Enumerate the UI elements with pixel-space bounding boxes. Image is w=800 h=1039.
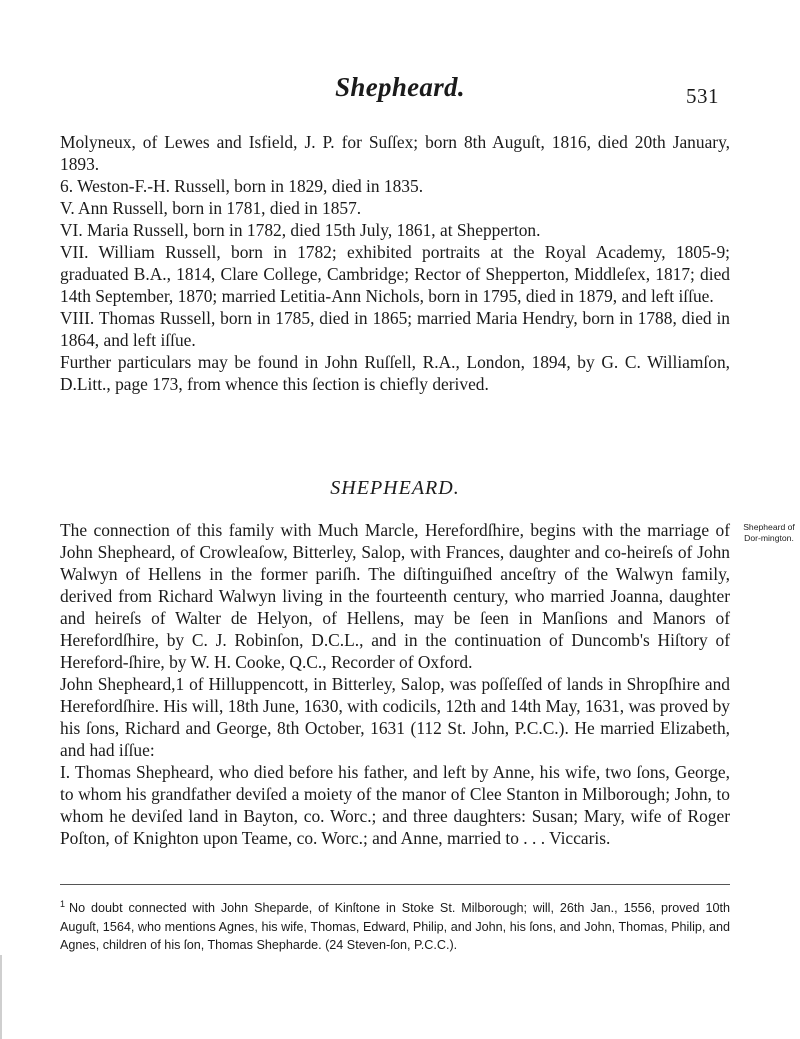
page-number: 531 bbox=[686, 84, 719, 108]
paragraph: VIII. Thomas Russell, born in 1785, died in 1865; married Maria Hendry, born in 1788, died in 1864, and left iſſue. bbox=[60, 308, 730, 350]
paragraph: Molyneux, of Lewes and Isfield, J. P. for Suſſex; born 8th Auguſt, 1816, died 20th January, 1893. bbox=[60, 132, 730, 174]
footnote-divider bbox=[60, 884, 730, 885]
paragraph: V. Ann Russell, born in 1781, died in 1857. bbox=[60, 198, 362, 218]
section-text-block bbox=[60, 519, 730, 849]
paragraph: 6. Weston-F.-H. Russell, born in 1829, died in 1835. bbox=[60, 176, 424, 196]
paragraph: VI. Maria Russell, born in 1782, died 15th July, 1861, at Shepperton. bbox=[60, 220, 541, 240]
top-text-block bbox=[60, 131, 730, 395]
running-head: Shepheard. bbox=[335, 72, 465, 102]
footnote bbox=[60, 895, 730, 955]
paragraph: I. Thomas Shepheard, who died before his father, and left by Anne, his wife, two ſons, George, to whom his grandfather deviſed a moiety of the manor of Clee Stanton in Milborough; John, to whom he deviſed land in Bayton, co. Worc.; and three daughters: Susan; Mary, wife of Roger Poſton, of Knighton upon Teame, co. Worc.; and Anne, married to . . . Viccaris. bbox=[60, 762, 730, 848]
footnote-mark: 1 bbox=[60, 899, 66, 909]
paragraph: VII. William Russell, born in 1782; exhibited portraits at the Royal Academy, 1805-9; graduated B.A., 1814, Clare College, Cambridge; Rector of Shepperton, Middleſex, 1817; died 14th September, 1870; married Letitia-Ann Nichols, born in 1795, died in 1879, and left iſſue. bbox=[60, 242, 730, 306]
scan-edge-line bbox=[0, 955, 2, 1039]
section-heading: SHEPHEARD. bbox=[330, 477, 460, 499]
paragraph: The connection of this family with Much Marcle, Herefordſhire, begins with the marriage of John Shepheard, of Crowleaſow, Bitterley, Salop, with Frances, daughter and co-heireſs of John Walwyn of Hellens in the former pariſh. The diſtinguiſhed anceſtry of the Walwyn family, derived from Richard Walwyn living in the fourteenth century, who married Joanna, daughter and heireſs of Walter de Helyon, of Hellens, may be ſeen in Manſions and Manors of Herefordſhire, by C. J. Robinſon, D.C.L., and in the continuation of Duncomb's Hiſtory of Hereford-ſhire, by W. H. Cooke, Q.C., Recorder of Oxford. bbox=[60, 520, 730, 672]
footnote-text: No doubt connected with John Sheparde, of Kinſtone in Stoke St. Milborough; will, 26th Jan., 1556, proved 10th Auguſt, 1564, who mentions Agnes, his wife, Thomas, Edward, Philip, and John, his ſons, and John, Thomas, Philip, and Agnes, children of his ſon, Thomas Shepharde. (24 Steven-ſon, P.C.C.). bbox=[60, 901, 730, 953]
margin-note: Shepheard of Dor-mington. bbox=[743, 522, 795, 543]
paragraph: John Shepheard,1 of Hilluppencott, in Bitterley, Salop, was poſſeſſed of lands in Shropſhire and Herefordſhire. His will, 18th June, 1630, with codicils, 12th and 14th May, 1631, was proved by his ſons, Richard and George, 8th October, 1631 (112 St. John, P.C.C.). He married Elizabeth, and had iſſue: bbox=[60, 674, 730, 760]
paragraph: Further particulars may be found in John Ruſſell, R.A., London, 1894, by G. C. Williamſon, D.Litt., page 173, from whence this ſection is chiefly derived. bbox=[60, 352, 730, 394]
